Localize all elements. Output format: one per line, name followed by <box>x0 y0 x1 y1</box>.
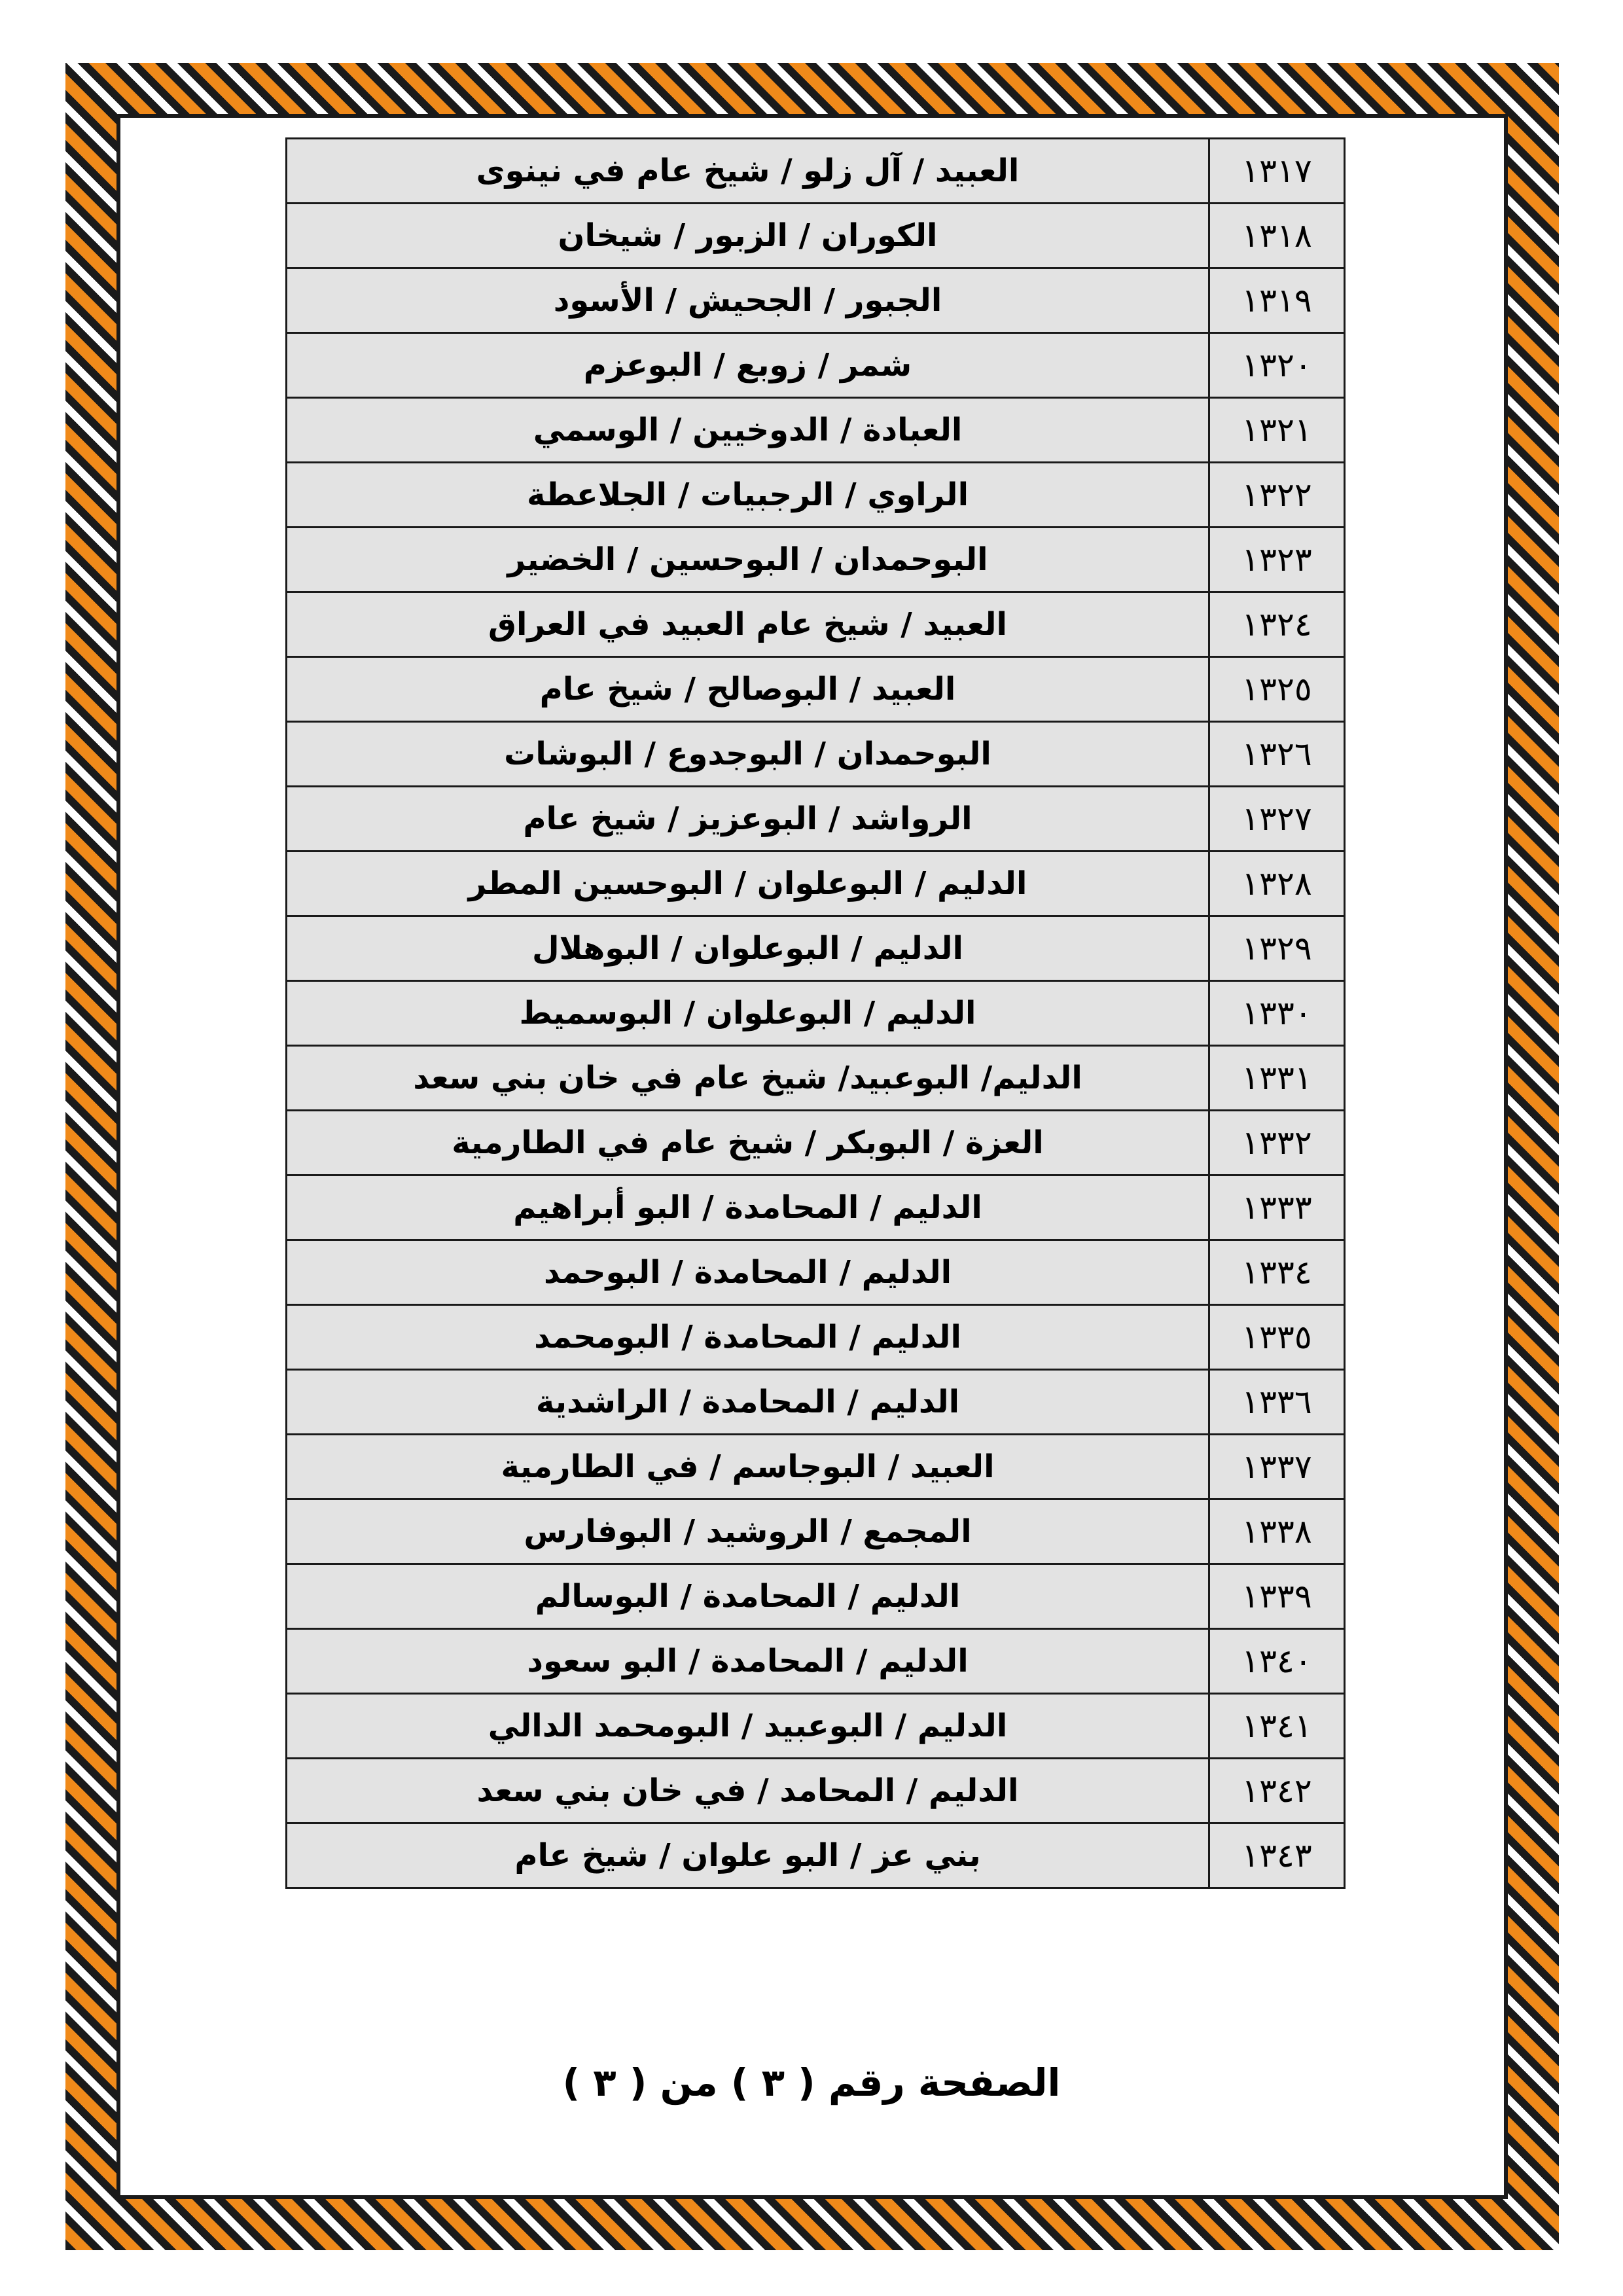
table-row <box>287 1046 1345 1111</box>
tribe-name-cell: المجمع / الروشيد / البوفارس <box>287 1499 1209 1564</box>
table-row <box>287 204 1345 268</box>
row-number-cell: ١٣١٧ <box>1209 139 1345 204</box>
row-number-cell: ١٣٢٠ <box>1209 333 1345 398</box>
row-number-cell: ١٣٢١ <box>1209 398 1345 463</box>
row-number-cell: ١٣٤٠ <box>1209 1629 1345 1694</box>
table-row <box>287 333 1345 398</box>
table-row <box>287 722 1345 787</box>
table-row <box>287 1564 1345 1629</box>
table-row <box>287 1435 1345 1499</box>
page-number-footer: الصفحة رقم ( ٣ ) من ( ٣ ) <box>562 2060 1061 2105</box>
tribe-name-cell: الدليم / المحامدة / البو أبراهيم <box>287 1175 1209 1240</box>
row-number-cell: ١٣٤٢ <box>1209 1759 1345 1823</box>
tribe-name-cell: الدليم / البوعلوان / البوهلال <box>287 916 1209 981</box>
table-row <box>287 1305 1345 1370</box>
tribe-name-cell: العبيد / شيخ عام العبيد في العراق <box>287 592 1209 657</box>
tribe-name-cell: الدليم / البوعلوان / البوحسين المطر <box>287 852 1209 916</box>
table-row <box>287 981 1345 1046</box>
row-number-cell: ١٣٤١ <box>1209 1694 1345 1759</box>
row-number-cell: ١٣٣٠ <box>1209 981 1345 1046</box>
tribe-name-cell: الدليم / المحامدة / البو سعود <box>287 1629 1209 1694</box>
table-row <box>287 1499 1345 1564</box>
row-number-cell: ١٣٣٤ <box>1209 1240 1345 1305</box>
table-row <box>287 1370 1345 1435</box>
row-number-cell: ١٣١٨ <box>1209 204 1345 268</box>
tribe-name-cell: بني عز / البو علوان / شيخ عام <box>287 1823 1209 1888</box>
row-number-cell: ١٣٢٤ <box>1209 592 1345 657</box>
row-number-cell: ١٣٣٣ <box>1209 1175 1345 1240</box>
tribe-name-cell: الدليم / البوعبيد / البومحمد الدالي <box>287 1694 1209 1759</box>
table-row <box>287 1759 1345 1823</box>
table-row <box>287 592 1345 657</box>
table-row <box>287 1629 1345 1694</box>
row-number-cell: ١٣٢٨ <box>1209 852 1345 916</box>
tribe-name-cell: الدليم/ البوعبيد/ شيخ عام في خان بني سعد <box>287 1046 1209 1111</box>
tribe-name-cell: الدليم / المحامدة / الراشدية <box>287 1370 1209 1435</box>
tribe-name-cell: الدليم / المحامدة / البومحمد <box>287 1305 1209 1370</box>
table-row <box>287 916 1345 981</box>
tribe-name-cell: الدليم / البوعلوان / البوسميط <box>287 981 1209 1046</box>
tribe-name-cell: العبيد / آل زلو / شيخ عام في نينوى <box>287 139 1209 204</box>
table-row <box>287 852 1345 916</box>
table-row <box>287 398 1345 463</box>
row-number-cell: ١٣٢٥ <box>1209 657 1345 722</box>
tribes-table <box>285 137 1346 1889</box>
tribe-name-cell: البوحمدان / البوحسين / الخضير <box>287 528 1209 592</box>
tribe-name-cell: شمر / زوبع / البوعزم <box>287 333 1209 398</box>
table-row <box>287 139 1345 204</box>
tribe-name-cell: العبيد / البوصالح / شيخ عام <box>287 657 1209 722</box>
table-row <box>287 1240 1345 1305</box>
row-number-cell: ١٣٢٧ <box>1209 787 1345 852</box>
tribe-name-cell: الدليم / المحامد / في خان بني سعد <box>287 1759 1209 1823</box>
row-number-cell: ١٣٢٢ <box>1209 463 1345 528</box>
tribe-name-cell: الجبور / الجحيش / الأسود <box>287 268 1209 333</box>
row-number-cell: ١٣٢٩ <box>1209 916 1345 981</box>
tribe-name-cell: البوحمدان / البوجدوع / البوشات <box>287 722 1209 787</box>
table-body <box>287 139 1345 1888</box>
table-row <box>287 1111 1345 1175</box>
tribe-name-cell: الدليم / المحامدة / البوسالم <box>287 1564 1209 1629</box>
tribe-name-cell: الراوي / الرجبيات / الجلاعطة <box>287 463 1209 528</box>
row-number-cell: ١٣٣٥ <box>1209 1305 1345 1370</box>
tribe-name-cell: الكوران / الزبور / شيخان <box>287 204 1209 268</box>
table-row <box>287 1694 1345 1759</box>
table-row <box>287 1175 1345 1240</box>
tribe-name-cell: العبادة / الدوخيين / الوسمي <box>287 398 1209 463</box>
row-number-cell: ١٣٣٨ <box>1209 1499 1345 1564</box>
row-number-cell: ١٣٣٢ <box>1209 1111 1345 1175</box>
row-number-cell: ١٣٤٣ <box>1209 1823 1345 1888</box>
tribe-name-cell: العزة / البوبكر / شيخ عام في الطارمية <box>287 1111 1209 1175</box>
row-number-cell: ١٣٢٦ <box>1209 722 1345 787</box>
table-row <box>287 1823 1345 1888</box>
row-number-cell: ١٣١٩ <box>1209 268 1345 333</box>
row-number-cell: ١٣٢٣ <box>1209 528 1345 592</box>
tribe-name-cell: الدليم / المحامدة / البوحمد <box>287 1240 1209 1305</box>
table-row <box>287 463 1345 528</box>
tribe-name-cell: الرواشد / البوعزيز / شيخ عام <box>287 787 1209 852</box>
table-row <box>287 787 1345 852</box>
table-row <box>287 657 1345 722</box>
table-row <box>287 268 1345 333</box>
row-number-cell: ١٣٣١ <box>1209 1046 1345 1111</box>
row-number-cell: ١٣٣٩ <box>1209 1564 1345 1629</box>
row-number-cell: ١٣٣٦ <box>1209 1370 1345 1435</box>
tribe-name-cell: العبيد / البوجاسم / في الطارمية <box>287 1435 1209 1499</box>
table-row <box>287 528 1345 592</box>
row-number-cell: ١٣٣٧ <box>1209 1435 1345 1499</box>
